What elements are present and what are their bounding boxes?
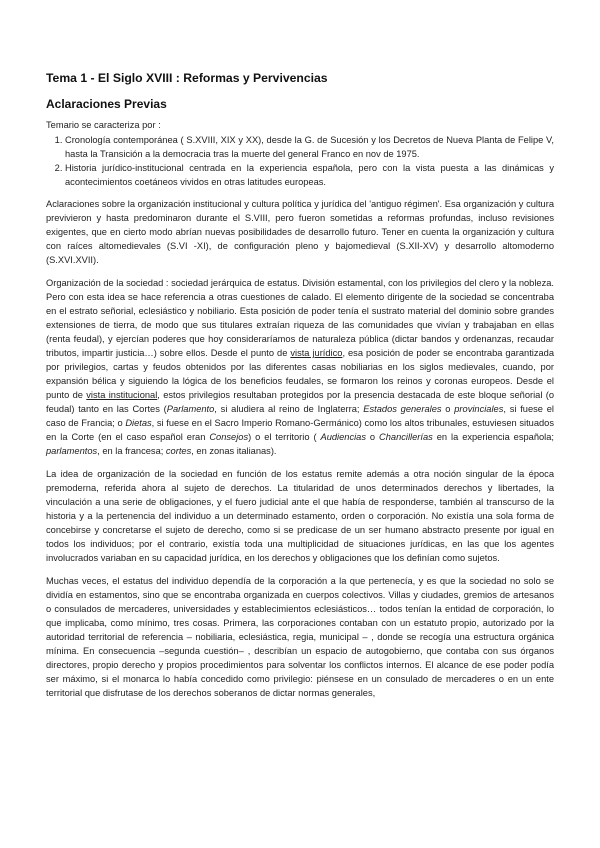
list-item: 1. Cronología contemporánea ( S.XVIII, XIX y XX), desde la G. de Sucesión y los Decretos de Nueva Planta de Felipe V, hasta la Transición a la democracia tras la muerte del general Franco en nov de 1975. (65, 133, 554, 161)
document-page (46, 70, 554, 709)
underlined-term: vista jurídico (290, 348, 343, 358)
section-heading: Aclaraciones Previas (46, 97, 167, 111)
paragraph-corporaciones: Muchas veces, el estatus del individuo dependía de la corporación a la que pertenecía, y es que la sociedad no solo se dividía en estamentos, sino que se encontraba organizada en cuerpos colectivos. Villas y ciudades, gremios de artesanos o consulados de mercaderes, universidades y establecimientos eclesiásticos… todos tenían la entidad de corporación, lo que implicaba, como mínimo, tres cosas. Primera, las corporaciones contaban con un estatuto propio, autorizado por la autoridad territorial de referencia – nobiliaria, eclesiástica, regia, municipal – , donde se recogía una estructura orgánica mínima. En consecuencia –segunda cuestión– , describían un espacio de autogobierno, que contaba con sus órganos directores, propio derecho y propios procedimientos para solventar los conflictos internos. El alcance de ese poder podía ser máximo, si el monarca lo había concedido como privilegio: piénsese en un consulado de mercaderes o en un ente territorial que disfrutase de los derechos soberanos de dictar normas generales, (46, 576, 554, 698)
document-title: Tema 1 - El Siglo XVIII : Reformas y Pervivencias (46, 71, 328, 85)
paragraph-organizacion: Organización de la sociedad : sociedad jerárquica de estatus. División estamental, con los privilegios del clero y la nobleza. Pero con esta idea se hace referencia a otras cuestiones de calado. El elemento dirigente de la sociedad se concentraba en el estrato señorial, eclesiástico y nobiliario. Esta posición de poder tenía el sustrato material del dominio sobre grandes extensiones de tierra, de modo que sus titulares extraían riqueza de las comunidades que vivían y trabajaban en ellas (renta feudal), y ejercían poderes que hoy consideraríamos de naturaleza pública (dictar bandos y ordenanzas, recaudar tributos, impartir justicia…) sobre ellos. Desde el punto de vista jurídico, esa posición de poder se encontraba garantizada por privilegios, cartas y feudos obtenidos por las diferentes casas nobiliarias en los siglos medievales, cuando, por expansión bélica y siguiendo la lógica de los beneficios feudales, se formaron los reinos y coronas europeos. Desde el punto de vista institucional, estos privilegios resultaban protegidos por la presencia destacada de este bloque señorial (o feudal) tanto en las Cortes (Parlamento, si aludiera al reino de Inglaterra; Estados generales o provinciales, si fuese el caso de Francia; o Dietas, si fuese en el Sacro Imperio Romano-Germánico) como los altos tribunales, estuviesen situados en la Corte (en el caso español eran Consejos) o el territorio ( Audiencias o Chancillerías en la experiencia española; parlamentos, en la francesa; cortes, en zonas italianas). (46, 278, 555, 456)
features-list (46, 133, 554, 189)
underlined-term: vista institucional (86, 390, 158, 400)
intro-text: Temario se caracteriza por : (46, 120, 161, 130)
list-item: 2. Historia jurídico-institucional centrada en la experiencia española, pero con la vista puesta a las dinámicas y acontecimientos coetáneos vividos en otras latitudes europeas. (65, 161, 554, 189)
paragraph-sujeto-derechos: La idea de organización de la sociedad en función de los estatus remite además a otra noción singular de la época premoderna, referida ahora al sujeto de derechos. La titularidad de unos determinados derechos y libertades, la vinculación a una serie de obligaciones, y el fuero judicial ante el que había de responderse, también al transcurso de la historia y a la pertenencia del individuo a un determinado estamento, orden o corporación. No existía una sola forma de concebirse y concretarse el sujeto de derecho, como si se predicase de un ser humano abstracto presente por igual en todos los individuos; por el contrario, existía toda una multiplicidad de situaciones jurídicas, en las que los agentes involucrados variaban en su capacidad jurídica, en los derechos y obligaciones que los definían como sujetos. (46, 469, 554, 563)
paragraph-aclaraciones: Aclaraciones sobre la organización institucional y cultura política y jurídica del 'antiguo régimen'. Esa organización y cultura previvieron y hasta predominaron durante el S.VIII, pero fueron sometidas a reformas profundas, incluso revisiones exigentes, que en cierto modo abrían nuevas posibilidades de desarrollo futuro. Tener en cuenta la organización y cultura con raíces altomedievales (S.VI -XI), de configuración pleno y bajomedieval (S.XII-XV) y desarrollo altomoderno (S.XVI.XVII). (46, 199, 554, 265)
